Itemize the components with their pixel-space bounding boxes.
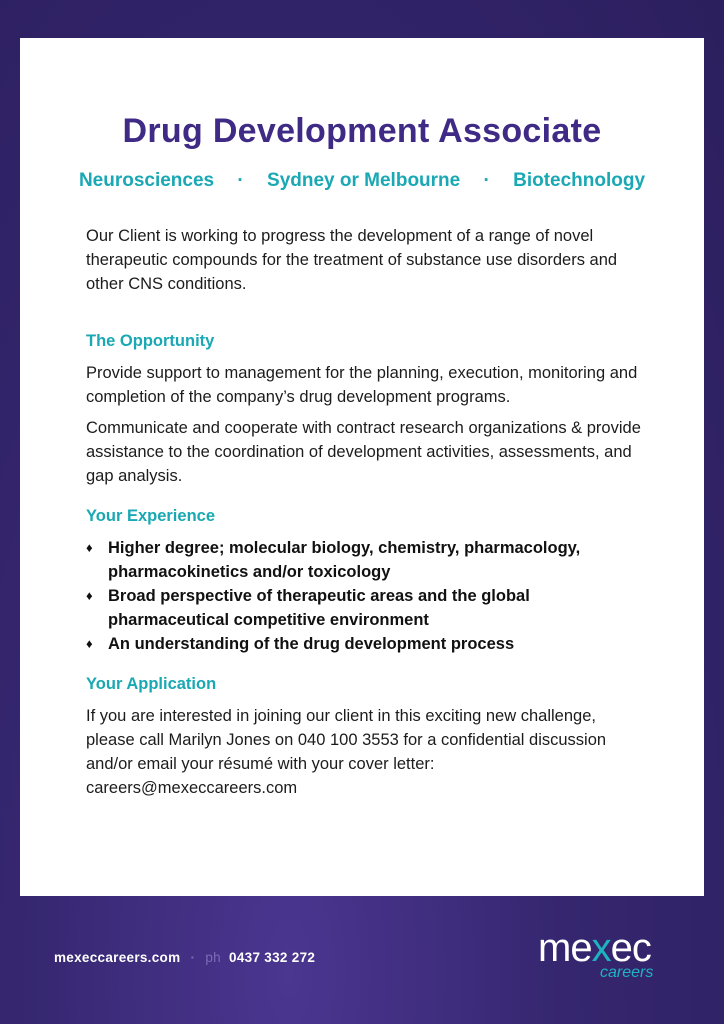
diamond-bullet-icon: ♦ [86, 540, 93, 555]
footer-website[interactable]: mexeccareers.com [54, 950, 181, 965]
application-heading: Your Application [86, 675, 217, 693]
tag-location: Sydney or Melbourne [267, 170, 461, 191]
tag-industry: Biotechnology [513, 170, 646, 191]
experience-section [86, 504, 646, 656]
list-item [86, 584, 646, 632]
diamond-bullet-icon: ♦ [86, 588, 93, 603]
opportunity-section [86, 329, 646, 488]
footer-phone-label: ph [205, 950, 221, 965]
list-item-text: Higher degree; molecular biology, chemistry, pharmacology, pharmacokinetics and/or toxicology [108, 539, 581, 581]
tag-separator: · [483, 170, 490, 191]
application-section [86, 672, 646, 800]
tag-separator: · [237, 170, 244, 191]
list-item-text: An understanding of the drug development process [108, 635, 515, 653]
list-item-text: Broad perspective of therapeutic areas and the global pharmaceutical competitive environment [108, 587, 530, 629]
job-tags [20, 170, 704, 192]
opportunity-paragraph: Communicate and cooperate with contract research organizations & provide assistance to the coordination of development activities, assessments, and gap analysis. [86, 419, 641, 485]
list-item [86, 632, 646, 656]
footer-separator: · [190, 950, 196, 965]
application-paragraph: If you are interested in joining our client in this exciting new challenge, please call Marilyn Jones on 040 100 3553 for a confidential discussion and/or email your résumé with your cover letter: careers@mexeccareers.com [86, 707, 607, 797]
experience-heading: Your Experience [86, 507, 215, 525]
experience-list [86, 536, 646, 656]
opportunity-heading: The Opportunity [86, 332, 215, 350]
logo-part: ec [610, 926, 651, 970]
logo-subtitle: careers [600, 964, 654, 981]
logo-part: x [591, 926, 611, 970]
logo-part: me [538, 926, 592, 970]
job-description [86, 224, 646, 816]
footer-phone[interactable]: 0437 332 272 [229, 950, 316, 965]
diamond-bullet-icon: ♦ [86, 636, 93, 651]
document-sheet [20, 38, 704, 896]
footer-contact [54, 950, 315, 965]
job-title: Drug Development Associate [122, 112, 602, 150]
intro-paragraph: Our Client is working to progress the development of a range of novel therapeutic compounds for the treatment of substance use disorders and other CNS conditions. [86, 227, 618, 293]
list-item [86, 536, 646, 584]
tag-field: Neurosciences [78, 170, 215, 191]
opportunity-paragraph: Provide support to management for the planning, execution, monitoring and completion of the company’s drug development programs. [86, 364, 638, 406]
mexec-logo [538, 926, 678, 986]
